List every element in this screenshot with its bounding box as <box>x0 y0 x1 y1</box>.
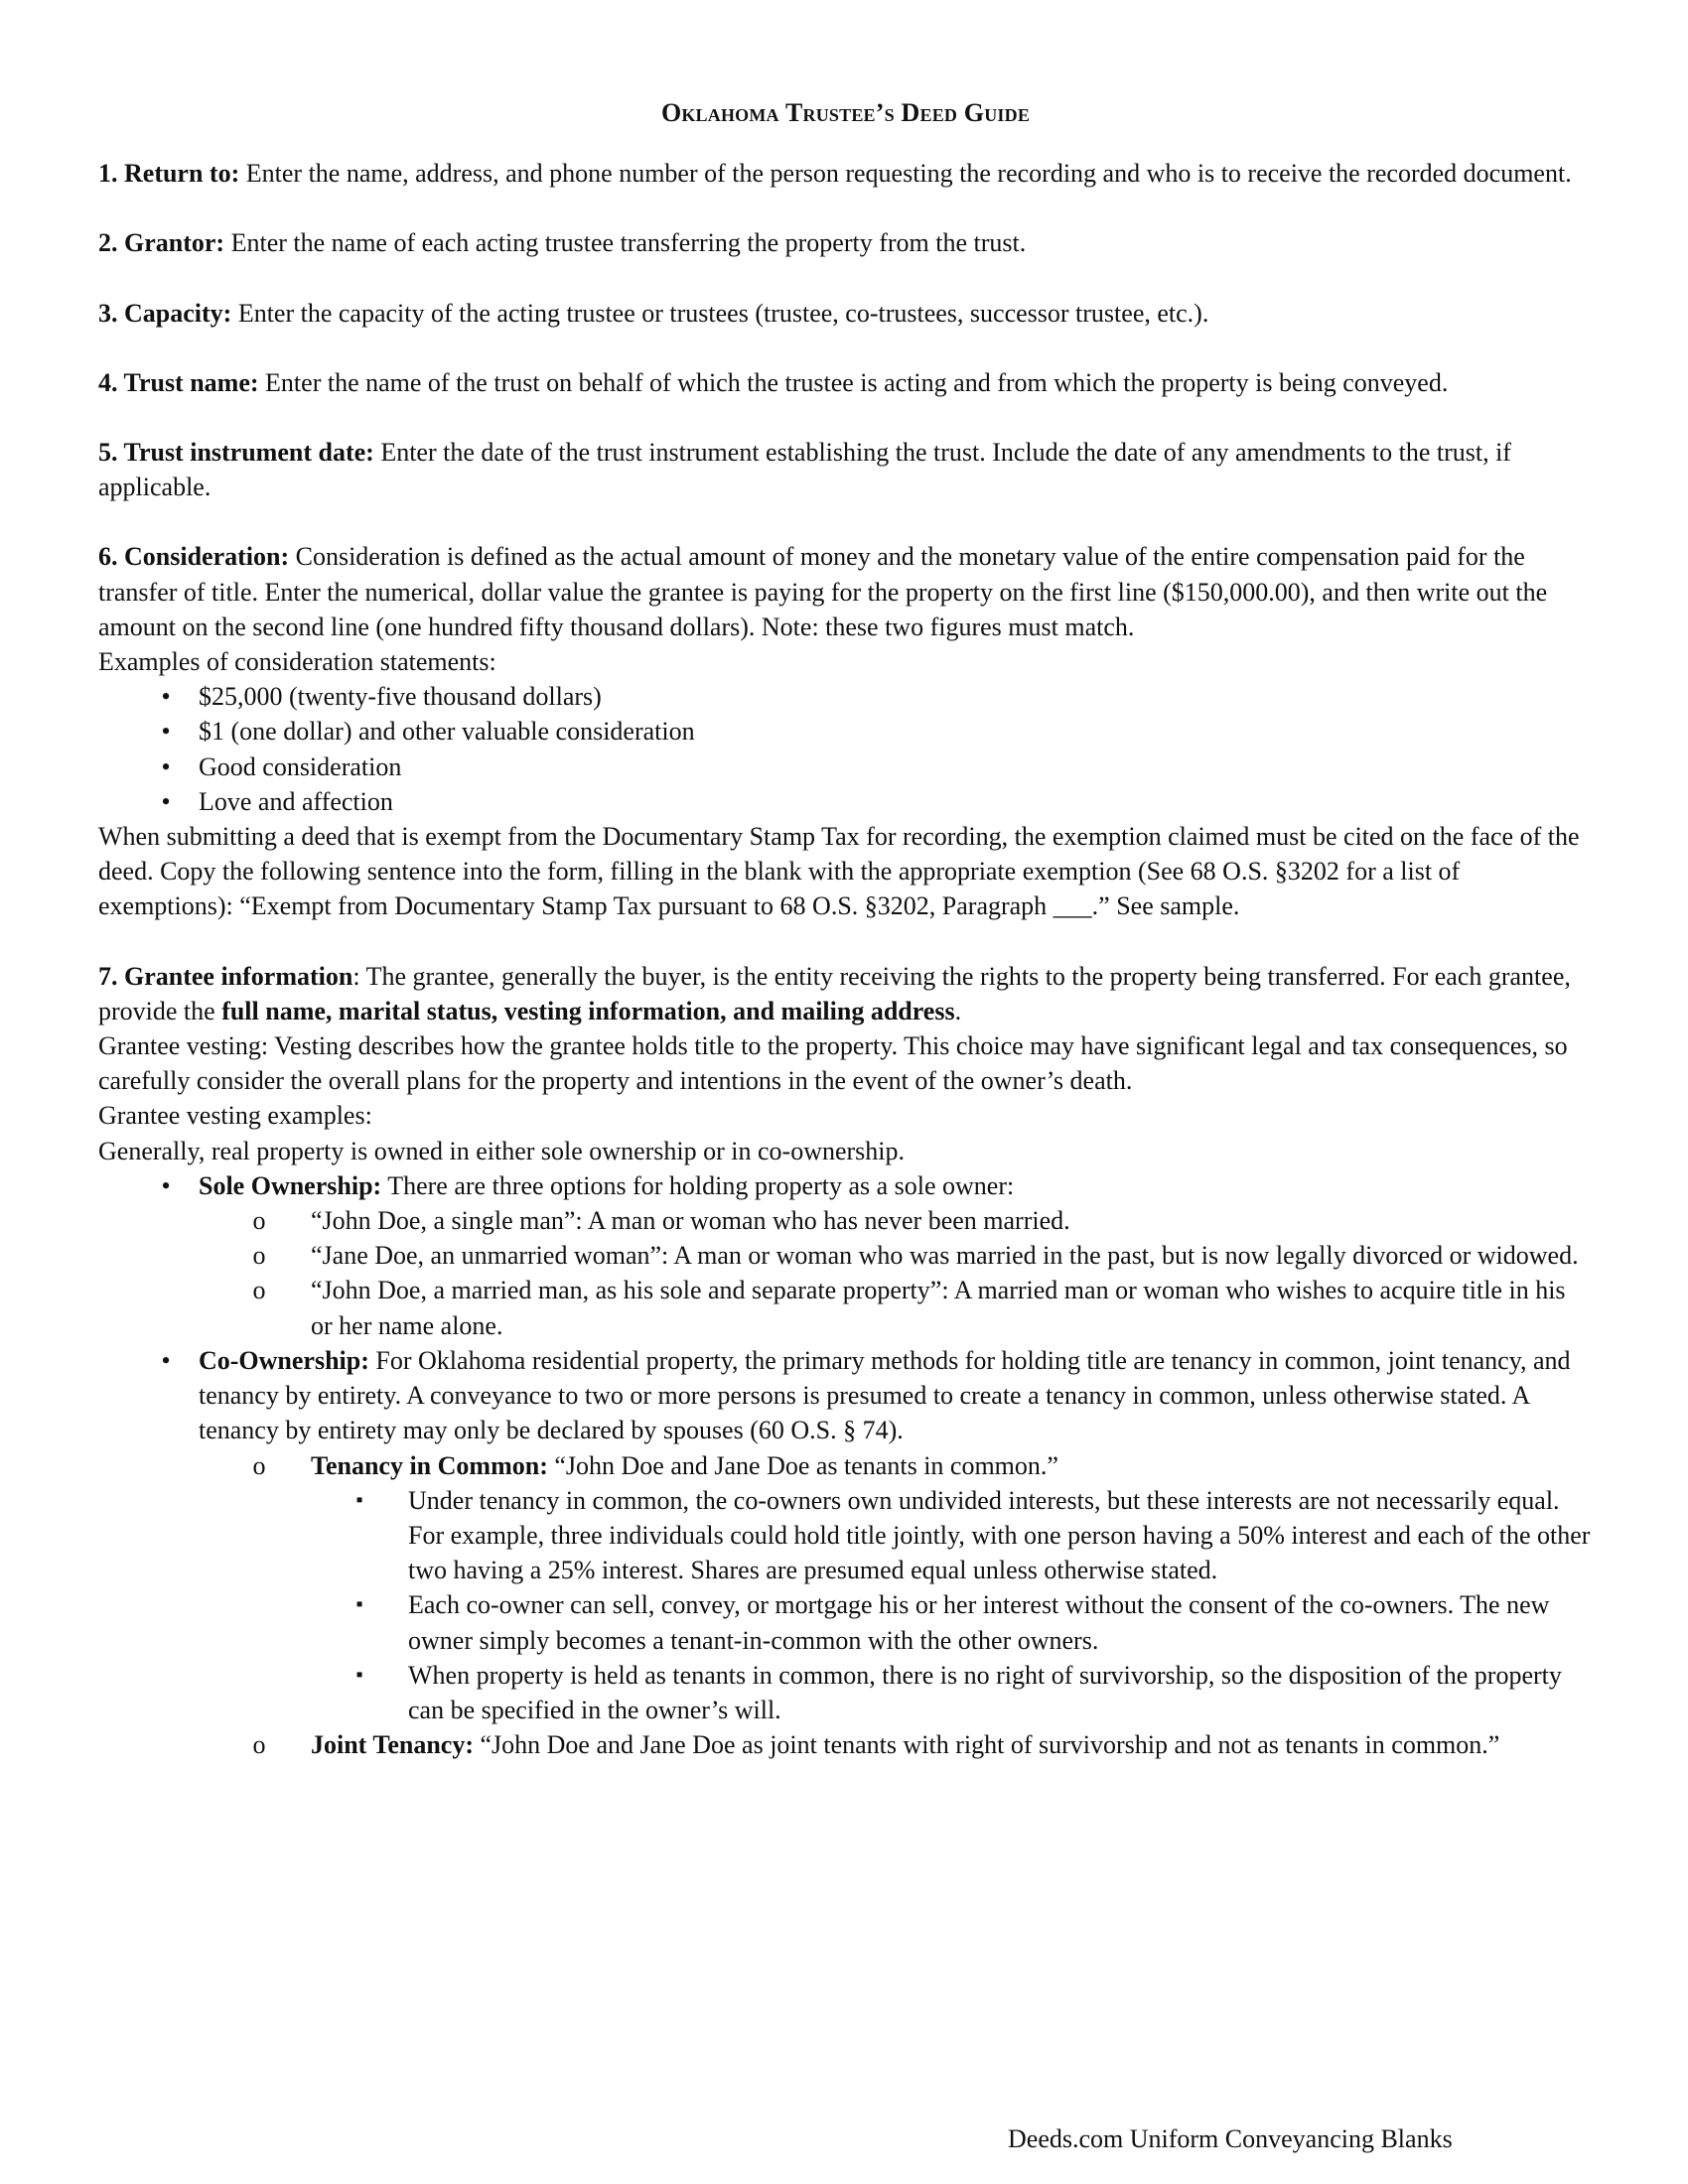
examples-intro: Examples of consideration statements: <box>98 647 496 677</box>
square-bullet-icon: ▪ <box>355 1593 363 1616</box>
ownership-list <box>98 1168 1593 1762</box>
consideration-examples-list <box>98 679 1593 819</box>
generally-paragraph: Generally, real property is owned in either sole ownership or in co-ownership. <box>98 1136 906 1165</box>
section-label: 4. Trust name: <box>98 367 259 397</box>
section-label: 6. Consideration: <box>98 542 290 572</box>
circle-bullet-icon: o <box>252 1206 266 1236</box>
section-label: 7. Grantee information <box>98 961 353 991</box>
list-item: o “Jane Doe, an unmarried woman”: A man or woman who was married in the past, but is now legally divorced or widowed. <box>98 1238 1593 1273</box>
sole-ownership-item: • Sole Ownership: There are three options for holding property as a sole owner: o “John Doe, a single man”: A man or woman who has never been married. o “Jane Doe, an unmarried woman”: A man or woman who was married in the past, but is now legally divorced or widowed. o “John Doe, a married man, as his sole and separate property”: A married man or woman who wishes to acquire title in his or her name alone. <box>98 1168 1593 1343</box>
page-footer: Deeds.com Uniform Conveyancing Blanks <box>1008 2124 1453 2153</box>
list-item: o “John Doe, a single man”: A man or woman who has never been married. <box>98 1203 1593 1238</box>
circle-bullet-icon: o <box>252 1450 266 1480</box>
section-consideration: 6. Consideration: Consideration is defined as the actual amount of money and the monetary value of the entire compensation paid for the transfer of title. Enter the numerical, dollar value the grantee is paying for the property on the first line ($150,000.00), and then write out the amount on the second line (one hundred fifty thousand dollars). Note: these two figures must match. <box>98 542 1548 641</box>
tenancy-in-common-item: o Tenancy in Common: “John Doe and Jane Doe as tenants in common.” ▪ Under tenancy in common, the co-owners own undivided interests, but these interests are not necessarily equal. For example, three individuals could hold title jointly, with one person having a 50% interest and each of the other two having a 25% interest. Shares are presumed equal unless otherwise stated. ▪ Each co-owner can sell, convey, or mortgage his or her interest without the consent of the co-owners. The new owner simply becomes a tenant-in-common with the other owners. ▪ When property is held as tenants in common, there is no right of survivorship, so the disposition of the property can be specified in the owner’s will. <box>98 1448 1593 1728</box>
vesting-examples-heading: Grantee vesting examples: <box>98 1101 372 1131</box>
bullet-icon: • <box>161 717 171 747</box>
joint-tenancy-item: o Joint Tenancy: “John Doe and Jane Doe as joint tenants with right of survivorship and not as tenants in common.” <box>98 1727 1593 1762</box>
list-item: ▪ When property is held as tenants in common, there is no right of survivorship, so the disposition of the property can be specified in the owner’s will. <box>98 1658 1593 1727</box>
section-grantor: 2. Grantor: Enter the name of each acting trustee transferring the property from the trust. <box>98 228 1027 258</box>
section-capacity: 3. Capacity: Enter the capacity of the acting trustee or trustees (trustee, co-trustees, successor trustee, etc.). <box>98 298 1209 328</box>
section-label: 2. Grantor: <box>98 228 225 258</box>
section-grantee-information: 7. Grantee information: The grantee, generally the buyer, is the entity receiving the rights to the property being transferred. For each grantee, provide the full name, marital status, vesting information, and mailing address. <box>98 961 1571 1025</box>
circle-bullet-icon: o <box>252 1241 266 1271</box>
tenancy-in-common-details <box>98 1483 1593 1727</box>
document-page <box>98 95 1593 1762</box>
list-item: • $1 (one dollar) and other valuable consideration <box>98 714 1593 749</box>
section-label: 5. Trust instrument date: <box>98 438 374 468</box>
circle-bullet-icon: o <box>252 1730 266 1760</box>
exemption-paragraph: When submitting a deed that is exempt from the Documentary Stamp Tax for recording, the exemption claimed must be cited on the face of the deed. Copy the following sentence into the form, filling in the blank with the appropriate exemption (See 68 O.S. §3202 for a list of exemptions): “Exempt from Documentary Stamp Tax pursuant to 68 O.S. §3202, Paragraph ___.” See sample. <box>98 822 1580 921</box>
section-label: 3. Capacity: <box>98 298 232 328</box>
bullet-icon: • <box>161 1170 171 1200</box>
bullet-icon: • <box>161 786 171 816</box>
list-item: ▪ Each co-owner can sell, convey, or mortgage his or her interest without the consent of the co-owners. The new owner simply becomes a tenant-in-common with the other owners. <box>98 1587 1593 1657</box>
bullet-icon: • <box>161 1345 171 1375</box>
list-item: • Love and affection <box>98 784 1593 819</box>
square-bullet-icon: ▪ <box>355 1488 363 1511</box>
circle-bullet-icon: o <box>252 1276 266 1305</box>
list-item: ▪ Under tenancy in common, the co-owners own undivided interests, but these interests are not necessarily equal. For example, three individuals could hold title jointly, with one person having a 50% interest and each of the other two having a 25% interest. Shares are presumed equal unless otherwise stated. <box>98 1483 1593 1588</box>
square-bullet-icon: ▪ <box>355 1663 363 1686</box>
page-title: Oklahoma Trustee’s Deed Guide <box>660 98 1031 127</box>
section-return-to: 1. Return to: Enter the name, address, and phone number of the person requesting the recording and who is to receive the recorded document. <box>98 159 1572 189</box>
co-ownership-item: • Co-Ownership: For Oklahoma residential property, the primary methods for holding title are tenancy in common, joint tenancy, and tenancy by entirety. A conveyance to two or more persons is presumed to create a tenancy in common, unless otherwise stated. A tenancy by entirety may only be declared by spouses (60 O.S. § 74). o Tenancy in Common: “John Doe and Jane Doe as tenants in common.” ▪ Under tenancy in common, the co-owners own undivided interests, but these interests are not necessarily equal. For example, three individuals could hold title jointly, with one person having a 50% interest and each of the other two having a 25% interest. Shares are presumed equal unless otherwise stated. ▪ Each co-owner can sell, convey, or mortgage his or her interest without the consent of the co-owners. The new owner simply becomes a tenant-in-common with the other owners. ▪ When property is held as tenants in common, there is no right of survivorship, so the disposition of the property can be specified in the owner’s will. o Joint Tenancy: “John Doe and Jane Doe as joint tenants with right of survivorship and not as tenants in common.” <box>98 1343 1593 1762</box>
vesting-paragraph: Grantee vesting: Vesting describes how the grantee holds title to the property. This choice may have significant legal and tax consequences, so carefully consider the overall plans for the property and intentions in the event of the owner’s death. <box>98 1031 1568 1096</box>
section-trust-instrument-date: 5. Trust instrument date: Enter the date of the trust instrument establishing the trust. Include the date of any amendments to the trust, if applicable. <box>98 438 1511 502</box>
bullet-icon: • <box>161 682 171 712</box>
list-item: • $25,000 (twenty-five thousand dollars) <box>98 679 1593 714</box>
bullet-icon: • <box>161 751 171 781</box>
section-trust-name: 4. Trust name: Enter the name of the trust on behalf of which the trustee is acting and from which the property is being conveyed. <box>98 367 1449 397</box>
list-item: • Good consideration <box>98 750 1593 784</box>
co-ownership-types <box>98 1448 1593 1763</box>
list-item: o “John Doe, a married man, as his sole and separate property”: A married man or woman who wishes to acquire title in his or her name alone. <box>98 1273 1593 1342</box>
sole-ownership-options <box>98 1203 1593 1343</box>
section-label: 1. Return to: <box>98 159 240 189</box>
